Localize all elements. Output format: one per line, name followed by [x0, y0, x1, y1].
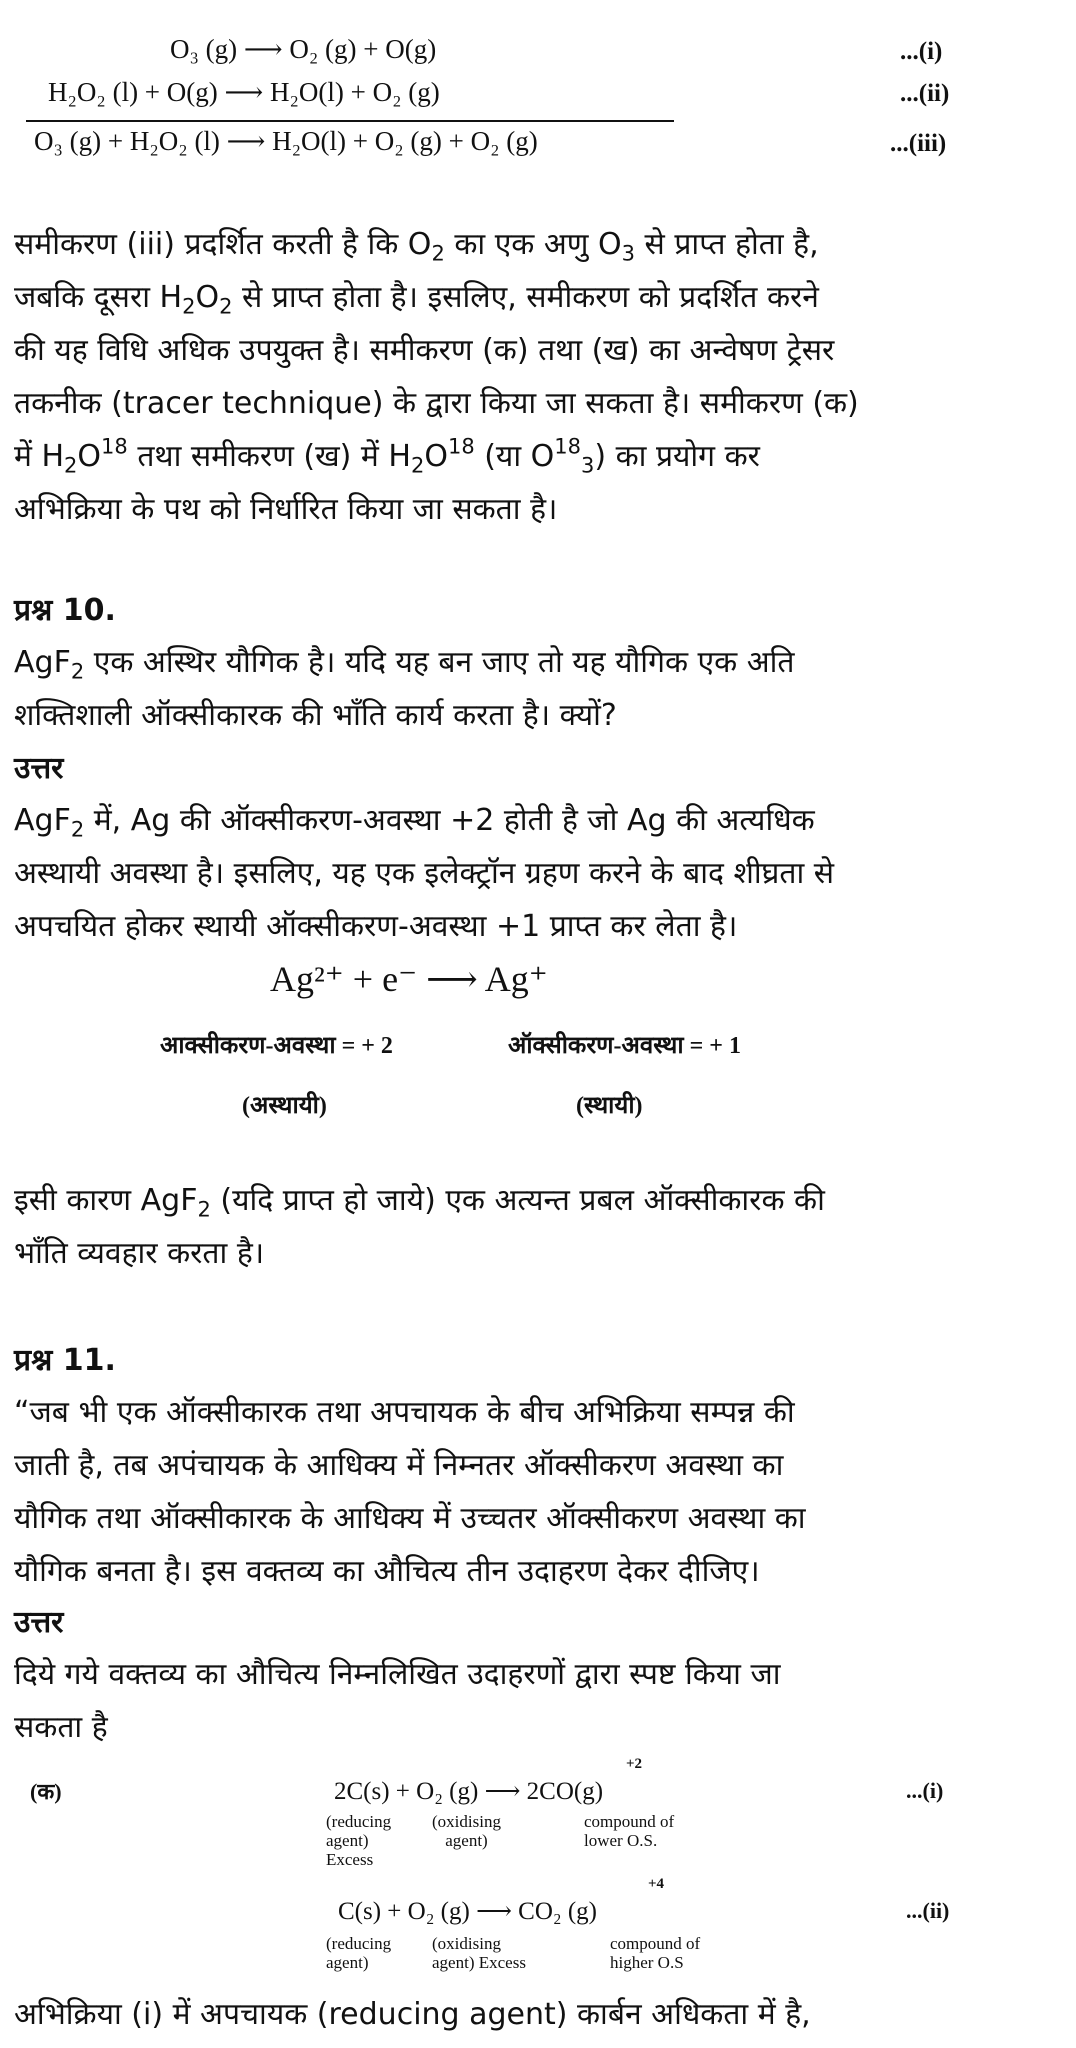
equation-sum-rule [26, 120, 674, 122]
reaction-1-tag: ...(i) [906, 1778, 944, 1803]
equation-tag-ii: ...(ii) [900, 80, 950, 107]
paragraph-tracer [14, 218, 1054, 536]
final-line [14, 1988, 1054, 2041]
silver-reduction-equation: Ag²⁺ + e⁻ ⟶ Ag⁺ [270, 959, 548, 999]
question-10-text [14, 636, 1054, 742]
text-line: की यह विधि अधिक उपयुक्त है। समीकरण (क) तथा (ख) का अन्वेषण ट्रेसर [14, 333, 835, 368]
conclusion-10 [14, 1174, 1054, 1280]
answer-11-text [14, 1648, 1054, 1754]
reaction-1-note-oxidising: (oxidising agent) [432, 1812, 501, 1850]
answer-10-label: उत्तर [14, 751, 64, 786]
reaction-1-equation: 2C(s) + O₂ (g) ⟶ 2CO(g) [334, 1778, 604, 1805]
text-line: इसी कारण AgF$_2$ (यदि प्राप्त हो जाये) एक अत्यन्त प्रबल ऑक्सीकारक की [14, 1183, 825, 1222]
reaction-2-note-oxidising: (oxidising agent) Excess [432, 1934, 526, 1972]
answer-10-text [14, 794, 1054, 953]
reaction-2-note-reducing: (reducing agent) [326, 1934, 392, 1972]
equation-line-i: O₃ (g) ⟶ O₂ (g) + O(g) [170, 34, 437, 64]
question-11-heading: प्रश्न 11. [14, 1343, 116, 1378]
equation-tag-i: ...(i) [900, 38, 943, 65]
text-line: अस्थायी अवस्था है। इसलिए, यह एक इलेक्ट्रॉन ग्रहण करने के बाद शीघ्रता से [14, 856, 835, 891]
equation-tag-iii: ...(iii) [890, 130, 947, 157]
equation-line-ii: H₂O₂ (l) + O(g) ⟶ H₂O(l) + O₂ (g) [48, 77, 440, 107]
text-line: तकनीक (tracer technique) के द्वारा किया जा सकता है। समीकरण (क) [14, 386, 859, 421]
text-line: अभिक्रिया के पथ को निर्धारित किया जा सकता है। [14, 492, 558, 527]
stable-label: (स्थायी) [576, 1093, 643, 1119]
reaction-2-tag: ...(ii) [906, 1898, 950, 1923]
question-10-heading: प्रश्न 10. [14, 593, 116, 628]
text-line: अपचयित होकर स्थायी ऑक्सीकरण-अवस्था +1 प्राप्त कर लेता है। [14, 909, 738, 944]
equation-line-iii: O₃ (g) + H₂O₂ (l) ⟶ H₂O(l) + O₂ (g) + O₂ (g) [34, 126, 538, 156]
text-line: दिये गये वक्तव्य का औचित्य निम्नलिखित उदाहरणों द्वारा स्पष्ट किया जा [14, 1657, 781, 1692]
text-line: यौगिक तथा ऑक्सीकारक के आधिक्य में उच्चतर ऑक्सीकरण अवस्था का [14, 1501, 806, 1536]
text-line: यौगिक बनता है। इस वक्तव्य का औचित्य तीन उदाहरण देकर दीजिए। [14, 1554, 760, 1589]
text-line: जबकि दूसरा $H_2O_2$ से प्राप्त होता है। इसलिए, समीकरण को प्रदर्शित करने [14, 280, 819, 319]
unstable-label: (अस्थायी) [242, 1093, 327, 1119]
reaction-2-equation: C(s) + O₂ (g) ⟶ CO₂ (g) [338, 1898, 598, 1925]
text-line: भाँति व्यवहार करता है। [14, 1236, 265, 1271]
answer-11-label: उत्तर [14, 1605, 64, 1640]
text-line: “जब भी एक ऑक्सीकारक तथा अपचायक के बीच अभिक्रिया सम्पन्न की [14, 1395, 795, 1430]
text-line: सकता है [14, 1710, 108, 1745]
text-line: समीकरण (iii) प्रदर्शित करती है कि $O_2$ का एक अणु $O_3$ से प्राप्त होता है, [14, 227, 819, 266]
reaction-1-oxidation-state: +2 [626, 1756, 643, 1772]
example-label-ka: (क) [30, 1779, 62, 1804]
text-line: अभिक्रिया (i) में अपचायक (reducing agent) कार्बन अधिकता में है, [14, 1997, 811, 2032]
text-line: AgF$_2$ एक अस्थिर यौगिक है। यदि यह बन जाए तो यह यौगिक एक अति [14, 645, 795, 684]
reaction-1-note-reducing: (reducing agent) Excess [326, 1812, 392, 1869]
text-line: शक्तिशाली ऑक्सीकारक की भाँति कार्य करता है। क्यों? [14, 698, 617, 733]
oxidation-state-right: ऑक्सीकरण-अवस्था = + 1 [508, 1033, 741, 1059]
text-line: में $H_2O^{18}$ तथा समीकरण (ख) में $H_2O^{18}$ (या $O^{18}_3$) का प्रयोग कर [14, 434, 760, 478]
text-line: AgF$_2$ में, Ag की ऑक्सीकरण-अवस्था +2 होती है जो Ag की अत्यधिक [14, 803, 815, 842]
text-line: जाती है, तब अपंचायक के आधिक्य में निम्नतर ऑक्सीकरण अवस्था का [14, 1448, 784, 1483]
reaction-2-oxidation-state: +4 [648, 1876, 665, 1892]
reaction-2-note-compound: compound of higher O.S [610, 1934, 701, 1972]
oxidation-state-left: आक्सीकरण-अवस्था = + 2 [160, 1033, 393, 1059]
question-11-text [14, 1386, 1054, 1598]
reaction-1-note-compound: compound of lower O.S. [584, 1812, 675, 1850]
